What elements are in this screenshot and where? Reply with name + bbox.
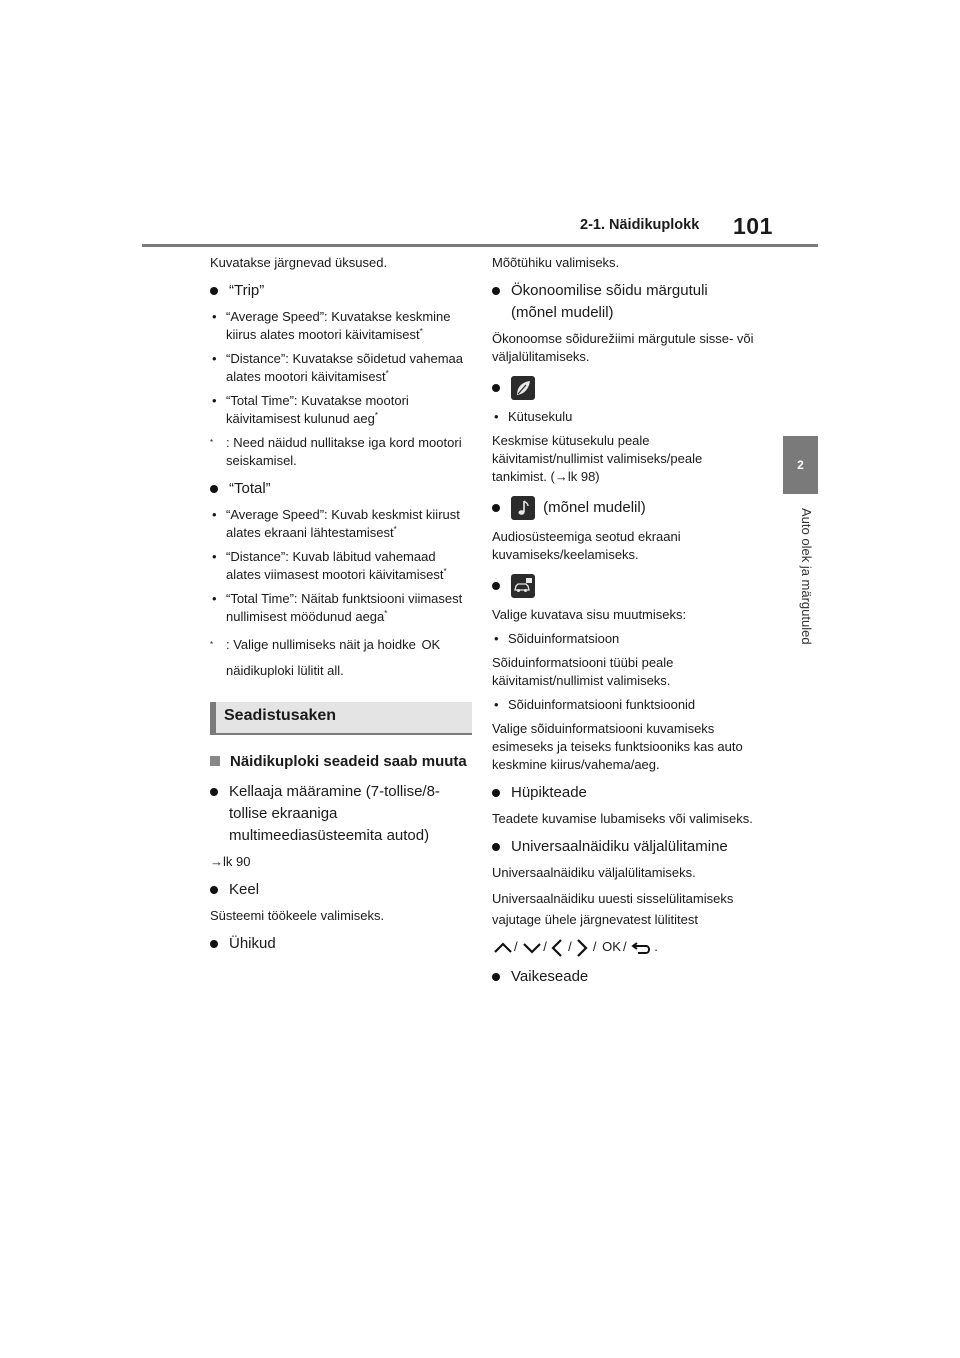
list-item: • “Average Speed”: Kuvatakse keskmine kiirus alates mootori käivitamisest* — [212, 309, 451, 342]
bullet-icon — [492, 789, 500, 797]
trip-average-speed: “Average Speed”: Kuvatakse keskmine kiirus alates mootori käivitamisest — [226, 309, 451, 342]
total-title: “Total” — [229, 480, 271, 497]
trip-distance: “Distance”: Kuvatakse sõidetud vahemaa alates mootori käivitamisest — [226, 351, 464, 384]
list-item: • “Distance”: Kuvab läbitud vahemaad alates viimasest mootori käivitamisest* — [212, 549, 447, 582]
right-column — [492, 254, 754, 994]
drive-item-1-text: Sõiduinformatsiooni tüübi peale käivitamist/nullimist valimiseks. — [492, 655, 674, 689]
units-heading — [210, 933, 472, 955]
keel-text: Süsteemi töökeele valimiseks. — [210, 908, 385, 923]
list-item: • “Average Speed”: Kuvab keskmist kiirust alates ekraani lähtestamisest* — [212, 507, 460, 540]
list-item: • Sõiduinformatsiooni funktsioonid — [494, 697, 696, 713]
intro-text: Kuvatakse järgnevad üksused. — [210, 255, 388, 270]
default-heading — [492, 966, 754, 988]
total-footnote-text-2: näidikuploki lülitit all. — [226, 663, 344, 678]
keel-heading — [210, 879, 472, 901]
total-footnote: * : Valige nullimiseks näit ja hoidke OK näidikuploki lülitit all. — [210, 637, 441, 678]
chapter-title: Auto olek ja märgutuled — [799, 508, 814, 645]
list-item: • Sõiduinformatsioon — [494, 631, 620, 647]
clock-reference: →lk 90 — [210, 854, 251, 869]
square-icon — [210, 756, 220, 766]
bullet-icon — [210, 287, 218, 295]
fuel-item: Kütusekulu — [508, 409, 573, 425]
audio-text: Audiosüsteemiga seotud ekraani kuvamiseks/keelamiseks. — [492, 529, 681, 563]
popup-heading — [492, 782, 754, 804]
bullet-icon — [492, 504, 500, 512]
trip-footnote-text: : Need näidud nullitakse iga kord mootori seiskamisel. — [226, 435, 462, 468]
chevron-up-icon — [492, 941, 514, 955]
chevron-down-icon — [521, 941, 543, 955]
universal-title: Universaalnäidiku väljalülitamine — [511, 838, 728, 856]
popup-title: Hüpikteade — [511, 784, 587, 802]
list-item: • “Total Time”: Näitab funktsiooni viimasest nullimisest möödunud aega* — [212, 591, 463, 624]
list-item: • “Distance”: Kuvatakse sõidetud vahemaa alates mootori käivitamisest* — [212, 351, 464, 384]
trip-footnote: * : Need näidud nullitakse iga kord mootori seiskamisel. — [210, 435, 462, 468]
car-info-icon — [511, 574, 535, 598]
popup-text: Teadete kuvamise lubamiseks või valimiseks. — [492, 811, 753, 827]
audio-suffix: (mõnel mudelil) — [543, 499, 646, 517]
leaf-icon — [511, 376, 535, 400]
universal-heading — [492, 836, 754, 858]
ok-button-icon: OK — [602, 939, 621, 955]
bullet-icon — [492, 384, 500, 392]
ok-button-icon: OK — [421, 637, 441, 652]
music-note-icon — [511, 496, 535, 520]
total-distance: “Distance”: Kuvab läbitud vahemaad alates viimasest mootori käivitamisest — [226, 549, 444, 582]
bullet-icon — [210, 788, 218, 796]
section-heading: Seadistusaken — [224, 707, 337, 724]
total-footnote-text: : Valige nullimiseks näit ja hoidke — [226, 637, 416, 652]
audio-heading — [492, 496, 754, 520]
fuel-heading — [492, 376, 754, 400]
bullet-icon — [492, 973, 500, 981]
list-item: • Kütusekulu — [494, 409, 573, 425]
page-number: 101 — [733, 213, 773, 239]
eco-text: Ökonoomse sõidurežiimi märgutule sisse- või väljalülitamiseks. — [492, 331, 754, 364]
left-column — [210, 254, 472, 961]
fuel-text: Keskmise kütusekulu peale käivitamist/nullimist valimiseks/peale tankimist. (→lk 98) — [492, 433, 703, 485]
list-item: • “Total Time”: Kuvatakse mootori käivitamisest kulunud aeg* — [212, 393, 409, 426]
sub-heading — [210, 751, 472, 773]
drive-info-heading — [492, 574, 754, 598]
clock-title: Kellaaja määramine (7-tollise/8-tollise ekraaniga multimeediasüsteemita autod) — [229, 783, 440, 844]
sub-heading-text: Näidikuploki seadeid saab muuta — [230, 753, 467, 770]
drive-item-2-text: Valige sõiduinformatsiooni kuvamiseks esimeseks ja teiseks funktsiooniks kas auto keskmine kiirus/vahema/aeg. — [492, 721, 743, 773]
section-title: 2-1. Näidikuplokk — [580, 217, 700, 233]
keel-title: Keel — [229, 881, 260, 898]
drive-item-2: Sõiduinformatsiooni funktsioonid — [508, 697, 696, 713]
total-total-time: “Total Time”: Näitab funktsiooni viimasest nullimisest möödunud aega — [226, 591, 463, 624]
chevron-left-icon — [550, 938, 564, 958]
bullet-icon — [210, 886, 218, 894]
total-average-speed: “Average Speed”: Kuvab keskmist kiirust alates ekraani lähtestamisest — [226, 507, 460, 540]
default-title: Vaikeseade — [511, 968, 589, 986]
eco-title: Ökonoomilise sõidu märgutuli (mõnel mudelil) — [511, 282, 708, 321]
trip-title: “Trip” — [229, 282, 265, 299]
universal-text: Universaalnäidiku väljalülitamiseks. — [492, 865, 696, 881]
bullet-icon — [492, 843, 500, 851]
bullet-icon — [492, 287, 500, 295]
clock-heading — [210, 781, 472, 847]
header-rule — [142, 244, 818, 247]
bullet-icon — [210, 485, 218, 493]
eco-heading — [492, 280, 754, 324]
universal-text-2: Universaalnäidiku uuesti sisselülitamiseks vajutage ühele järgnevatest lülititest — [492, 891, 734, 928]
chapter-side-label — [784, 508, 818, 668]
chevron-right-icon — [575, 938, 589, 958]
trip-total-time: “Total Time”: Kuvatakse mootori käivitamisest kulunud aeg — [226, 393, 409, 426]
section-heading-box — [210, 702, 472, 735]
trip-heading — [210, 280, 472, 302]
back-arrow-icon — [630, 940, 654, 956]
drive-info-text: Valige kuvatava sisu muutmiseks: — [492, 607, 687, 623]
bullet-icon — [210, 940, 218, 948]
bullet-icon — [492, 582, 500, 590]
switch-symbols: / / / / OK / . — [492, 936, 754, 958]
chapter-tab: 2 — [783, 436, 818, 494]
total-heading — [210, 478, 472, 500]
drive-item-1: Sõiduinformatsioon — [508, 631, 620, 647]
units-text: Mõõtühiku valimiseks. — [492, 255, 620, 270]
units-title: Ühikud — [229, 935, 276, 952]
